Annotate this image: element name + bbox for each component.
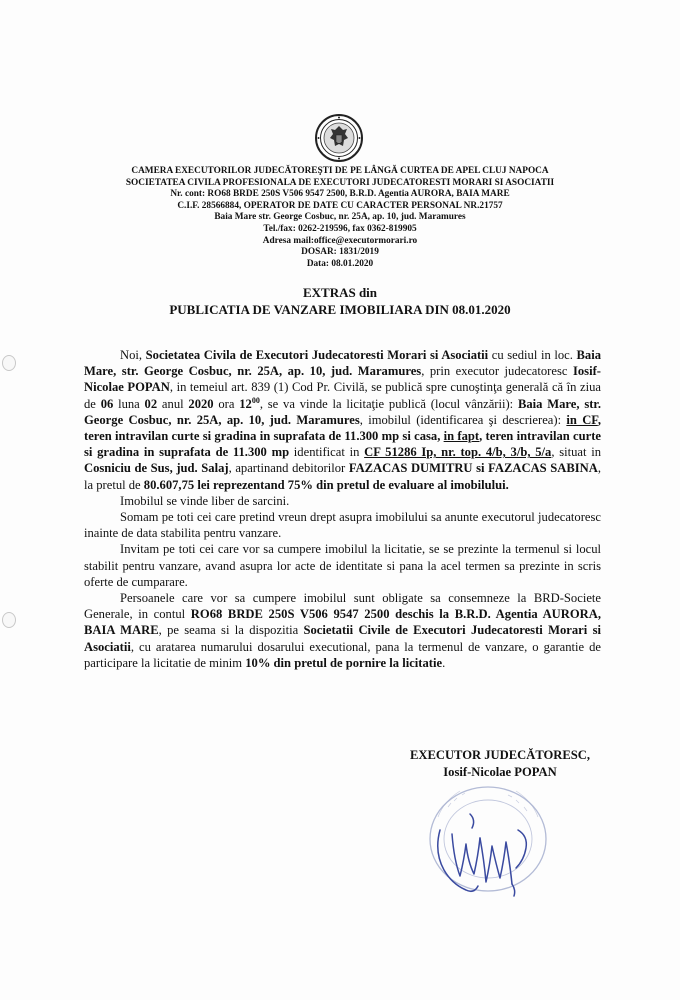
header-chamber-line: CAMERA EXECUTORILOR JUDECĂTOREŞTI DE PE LÂNGĂ CURTEA DE APEL CLUJ NAPOCA — [131, 166, 549, 176]
bold-text: 02 — [144, 396, 158, 411]
bold-text: , teren intravilan curte si gradina in suprafata de 11.300 mp si casa, — [84, 412, 601, 444]
text: Noi, — [120, 348, 146, 362]
text: , imobilul (identificarea şi descrierea): — [359, 412, 567, 427]
header-company-line: SOCIETATEA CIVILA PROFESIONALA DE EXECUTORI JUDECATORESTI MORARI SI ASOCIATII — [125, 177, 555, 188]
document-title — [60, 284, 620, 318]
header-email-line: Adresa mail:office@executormorari.ro — [262, 235, 418, 246]
bold-text: 10% din pretul de pornire la licitatie — [245, 655, 443, 670]
signatory-role: EXECUTOR JUDECĂTORESC, — [409, 748, 591, 762]
text: luna — [113, 396, 145, 411]
text: , situat in — [551, 445, 601, 460]
header-cif-line: C.I.F. 28566884, OPERATOR DE DATE CU CARACTER PERSONAL NR.21757 — [177, 200, 503, 211]
text: cu sediul in loc. — [488, 348, 577, 362]
bold-text: Cosniciu de Sus, jud. Salaj — [84, 461, 229, 476]
letterhead — [60, 166, 620, 270]
header-dosar-line: DOSAR: 1831/2019 — [301, 247, 379, 258]
text: anul — [157, 396, 189, 411]
underlined-text: in fapt — [443, 429, 480, 444]
bold-text: RO68 BRDE 250S V506 9547 2500 deschis la B.R.D. Agentia AURORA, BAIA MARE — [84, 607, 602, 638]
title-line-2: PUBLICATIA DE VANZARE IMOBILIARA DIN 08.01.2020 — [169, 302, 511, 317]
title-line-1: EXTRAS din — [302, 285, 378, 300]
header-phone-line: Tel./fax: 0262-219596, fax 0362-819905 — [263, 223, 417, 234]
paragraph-invitation: Invitam pe toti cei care vor sa cumpere imobilul la licitatie, se se prezinte la termenul si locul stabilit pentru vanzare, avand asupra lor acte de identitate si pana la acel termen sa prezinte in scris oferte de cumparare. — [84, 542, 601, 589]
underlined-text: in CF — [566, 412, 598, 427]
header-address-line: Baia Mare str. George Cosbuc, nr. 25A, ap. 10, jud. Maramures — [214, 212, 466, 223]
text: Persoanele care vor sa cumpere imobilul sunt obligate sa consemneze la BRD-Societe Generale, in contul — [84, 591, 601, 622]
bold-text: FAZACAS DUMITRU si FAZACAS SABINA — [348, 461, 598, 476]
coat-of-arms-seal-icon — [314, 113, 364, 163]
header-date-line: Data: 08.01.2020 — [306, 258, 374, 269]
bold-text: Societatii Civile de Executori Judecatoresti Morari si Asociatii — [84, 623, 601, 654]
bold-text: Societatea Civila de Executori Judecatoresti Morari si Asociatii — [145, 348, 489, 362]
bold-text: Iosif-Nicolae POPAN — [84, 364, 601, 395]
superscript: 00 — [251, 395, 260, 405]
bold-text: , teren intravilan curte si gradina in suprafata de 11.300 mp — [84, 429, 601, 460]
bold-text: 2020 — [188, 396, 214, 411]
bold-text: 80.607,75 lei reprezentand 75% din pretul de evaluare al imobilului. — [143, 477, 509, 492]
paragraph-announcement — [84, 347, 601, 493]
underlined-text: CF 51286 Ip, nr. top. 4/b, 3/b, 5/a — [364, 445, 552, 460]
text: ora — [213, 396, 240, 411]
text: , la pretul de — [84, 461, 602, 492]
text: , cu aratarea numarului dosarului executional, pana la termenul de vanzare, o garantie de participare la licitatie de minim — [84, 639, 601, 670]
paragraph-free-of-charges: Imobilul se vinde liber de sarcini. — [120, 493, 290, 508]
header-account-line: Nr. cont: RO68 BRDE 250S V506 9547 2500, B.R.D. Agentia AURORA, BAIA MARE — [170, 189, 510, 200]
text: , in temeiul art. 839 (1) Cod Pr. Civilă, se publică spre cunoştinţa generală că în ziua de — [84, 380, 602, 411]
text: , se va vinde la licitaţie publică (locul vânzării): — [259, 396, 518, 411]
bold-text: Baia Mare, str. George Cosbuc, nr. 25A, ap. 10, jud. Maramures — [84, 396, 601, 427]
text: , pe seama si la dispozitia — [158, 623, 304, 638]
punch-hole — [2, 355, 16, 371]
text: . — [442, 655, 446, 670]
punch-hole — [2, 612, 16, 628]
bold-text: 06 — [100, 396, 114, 411]
paragraph-guarantee — [84, 590, 601, 671]
paragraph-summons: Somam pe toti cei care pretind vreun drept asupra imobilului sa anunte executorul judecatoresc inainte de data stabilita pentru vanzare. — [84, 510, 601, 541]
signatory-name: Iosif-Nicolae POPAN — [443, 764, 557, 779]
text: , prin executor judecatoresc — [421, 364, 573, 379]
text: , apartinand debitorilor — [228, 461, 349, 476]
bold-text: Baia Mare, str. George Cosbuc, nr. 25A, ap. 10, jud. Maramures — [84, 348, 601, 379]
handwritten-signature-icon — [430, 790, 540, 900]
text: identificat in — [289, 445, 365, 460]
signature-block — [380, 747, 620, 780]
document-body — [84, 347, 601, 671]
bold-text: 12 — [239, 396, 252, 411]
